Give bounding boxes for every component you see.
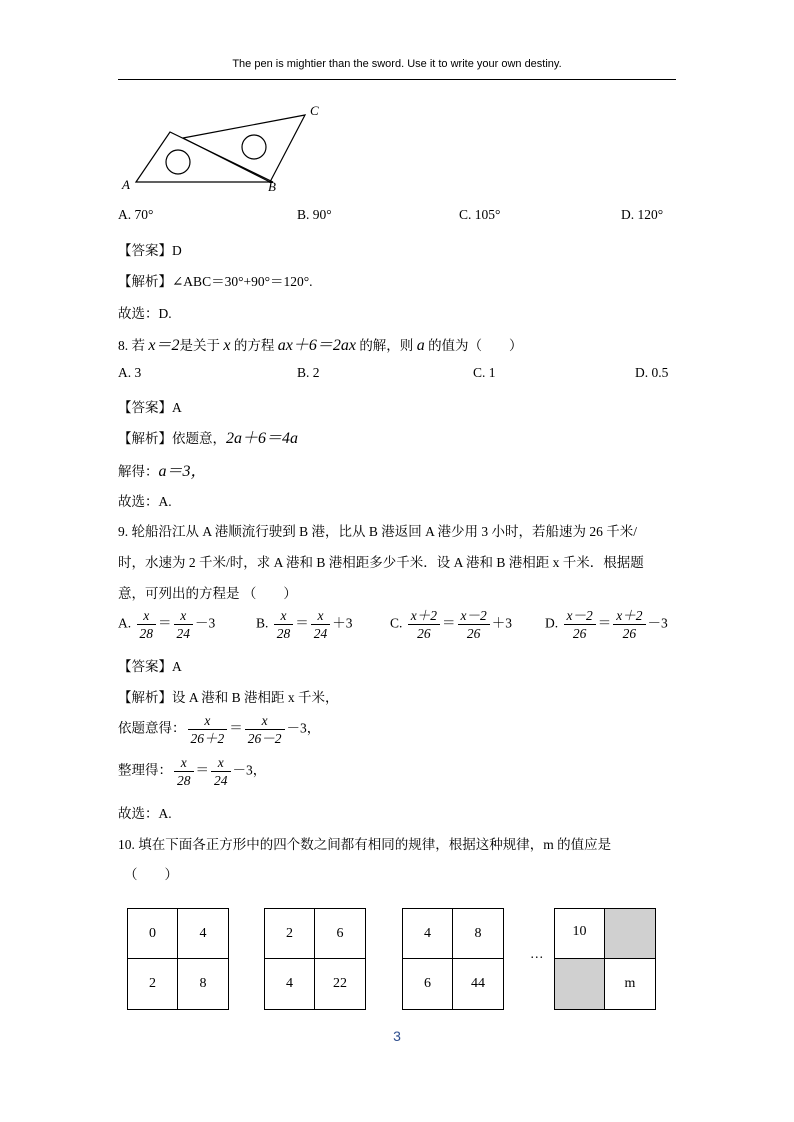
q9-conclusion: 故选：A. — [118, 806, 172, 821]
circle-right — [242, 135, 266, 159]
q7-conclusion: 故选：D. — [118, 306, 172, 321]
q9-line-1: 9. 轮船沿江从 A 港顺流行驶到 B 港，比从 B 港返回 A 港少用 3 小时，若船速为 26 千米/ — [118, 524, 638, 539]
number-grid-2: 2 6 4 22 — [264, 908, 366, 1010]
q9-step-1: 依题意得： $\frac{x}{26+2}$ ＝ $\frac{x}{26-2}$ －3， — [118, 713, 321, 746]
q8-equation: ax＋6＝2ax — [277, 337, 356, 354]
q9-step-2: 整理得： $\frac{x}{28}$ ＝ $\frac{x}{24}$ －3， — [118, 755, 267, 788]
q10-line-2: （ ） — [124, 867, 178, 882]
shaded-cell — [555, 959, 605, 1009]
page-number: 3 — [393, 1028, 401, 1044]
page-header: The pen is mightier than the sword. Use it to write your own destiny. — [232, 58, 562, 70]
q7-analysis: 【解析】∠ABC＝30°+90°＝120°. — [118, 274, 313, 289]
q9-option-d: D. $\frac{x-2}{26}$ ＝ $\frac{x+2}{26}$ －3 — [545, 608, 668, 641]
q8-conclusion: 故选：A. — [118, 494, 172, 509]
q9-line-2: 时，水速为 2 千米/时，求 A 港和 B 港相距多少千米．设 A 港和 B 港相距 x 千米．根据题 — [118, 555, 644, 570]
q9-answer: 【答案】A — [118, 659, 182, 674]
number-grid-1: 0 4 2 8 — [127, 908, 229, 1010]
label-c: C — [310, 103, 319, 118]
triangle-left — [136, 132, 273, 182]
q8-analysis: 【解析】依题意，2a＋6＝4a — [118, 430, 299, 447]
shaded-cell — [605, 909, 655, 959]
q7-option-b: B. 90° — [297, 207, 332, 222]
q8-option-c: C. 1 — [473, 365, 496, 380]
q7-option-a: A. 70° — [118, 207, 154, 222]
q7-option-c: C. 105° — [459, 207, 501, 222]
unknown-m-cell: m — [624, 976, 636, 991]
q9-option-c: C. $\frac{x+2}{26}$ ＝ $\frac{x-2}{26}$ ＋3 — [390, 608, 513, 641]
label-a: A — [122, 177, 130, 192]
header-rule — [118, 79, 676, 80]
circle-left — [166, 150, 190, 174]
q8-condition: x＝2 — [148, 337, 180, 354]
q8-option-a: A. 3 — [118, 365, 142, 380]
q9-option-b: B. $\frac{x}{28}$ ＝ $\frac{x}{24}$ ＋3 — [256, 608, 353, 641]
q7-option-d: D. 120° — [621, 207, 664, 222]
triangle-right — [183, 115, 305, 182]
triangle-figure — [118, 100, 338, 195]
q9-option-a: A. $\frac{x}{28}$ ＝ $\frac{x}{24}$ －3 — [118, 608, 216, 641]
q9-line-3: 意，可列出的方程是 （ ） — [118, 586, 297, 601]
q7-answer: 【答案】D — [118, 243, 182, 258]
number-grid-4: 10 m — [554, 908, 656, 1010]
grid-ellipsis: … — [530, 946, 544, 961]
q8-question: 8. 若 x＝2是关于 x 的方程 ax＋6＝2ax 的解，则 a 的值为（ ） — [118, 337, 523, 354]
label-b: B — [268, 179, 276, 194]
q8-option-b: B. 2 — [297, 365, 320, 380]
q8-option-d: D. 0.5 — [635, 365, 669, 380]
q10-line-1: 10. 填在下面各正方形中的四个数之间都有相同的规律，根据这种规律，m 的值应是 — [118, 837, 612, 852]
q8-answer: 【答案】A — [118, 400, 182, 415]
number-grid-3: 4 8 6 44 — [402, 908, 504, 1010]
q8-solve: 解得：a＝3， — [118, 463, 207, 480]
q9-analysis: 【解析】设 A 港和 B 港相距 x 千米， — [118, 690, 339, 705]
